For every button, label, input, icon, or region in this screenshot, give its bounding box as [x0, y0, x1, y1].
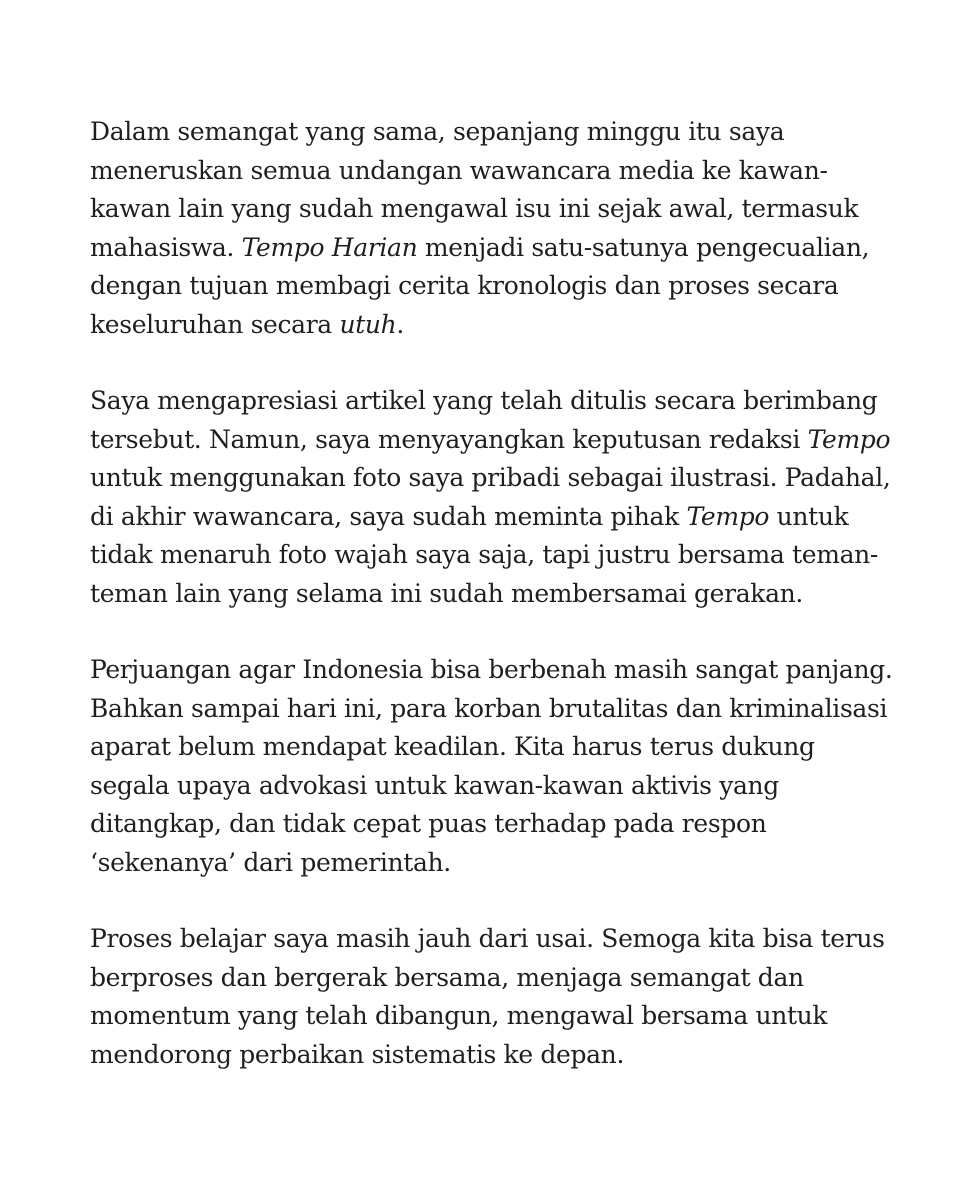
- italic-text: Tempo: [807, 424, 891, 454]
- text-line: [90, 113, 880, 152]
- text-run: meneruskan semua undangan wawancara media ke kawan-: [90, 155, 828, 185]
- text-run: aparat belum mendapat keadilan. Kita harus terus dukung: [90, 732, 815, 761]
- text-run: mahasiswa.: [90, 232, 242, 262]
- text-run: keseluruhan secara: [90, 309, 340, 339]
- text-run: .: [396, 309, 405, 339]
- text-run: Proses belajar saya masih jauh dari usai. Semoga kita bisa terus: [90, 924, 885, 953]
- text-line: [90, 152, 880, 191]
- text-run: Saya mengapresiasi artikel yang telah ditulis secara berimbang: [90, 386, 878, 415]
- text-line: [90, 728, 880, 767]
- italic-text: Tempo Harian: [241, 232, 418, 262]
- text-line: [90, 306, 880, 345]
- text-line: [90, 767, 880, 806]
- text-run: ditangkap, dan tidak cepat puas terhadap pada respon: [90, 809, 767, 838]
- paragraph-4: [90, 920, 885, 1074]
- text-line: [90, 651, 893, 690]
- italic-text: utuh: [339, 309, 397, 339]
- text-line: [90, 959, 880, 998]
- text-run: dengan tujuan membagi cerita kronologis dan proses secara: [90, 271, 839, 300]
- text-line: [90, 421, 891, 460]
- paragraph-2: [90, 382, 891, 613]
- italic-text: Tempo: [686, 501, 770, 531]
- text-line: [90, 190, 880, 229]
- paragraph-3: [90, 651, 893, 882]
- text-run: tidak menaruh foto wajah saya saja, tapi justru bersama teman-: [90, 540, 878, 569]
- text-run: Dalam semangat yang sama, sepanjang minggu itu saya: [90, 117, 785, 146]
- text-run: berproses dan bergerak bersama, menjaga semangat dan: [90, 962, 804, 992]
- document-body: [90, 113, 893, 1074]
- text-run: Perjuangan agar Indonesia bisa berbenah masih sangat panjang.: [90, 655, 893, 684]
- text-line: [90, 844, 880, 883]
- text-run: segala upaya advokasi untuk kawan-kawan aktivis yang: [90, 770, 779, 800]
- text-run: menjadi satu-satunya pengecualian,: [417, 232, 870, 262]
- paragraph-1: [90, 113, 880, 344]
- text-line: [90, 229, 880, 268]
- text-line: [90, 267, 880, 306]
- text-run: Bahkan sampai hari ini, para korban brutalitas dan kriminalisasi: [90, 693, 888, 723]
- text-line: [90, 920, 885, 959]
- text-run: mendorong perbaikan sistematis ke depan.: [90, 1039, 625, 1069]
- text-line: [90, 536, 880, 575]
- text-run: kawan lain yang sudah mengawal isu ini sejak awal, termasuk: [90, 194, 859, 223]
- text-run: ‘sekenanya’ dari pemerintah.: [90, 847, 451, 877]
- text-line: [90, 498, 880, 537]
- text-run: di akhir wawancara, saya sudah meminta pihak: [90, 501, 687, 531]
- text-line: [90, 805, 880, 844]
- text-run: untuk: [769, 501, 849, 531]
- text-run: momentum yang telah dibangun, mengawal bersama untuk: [90, 1001, 828, 1030]
- text-run: teman lain yang selama ini sudah membersamai gerakan.: [90, 578, 803, 608]
- text-line: [90, 997, 880, 1036]
- text-line: [90, 382, 880, 421]
- text-line: [90, 690, 888, 729]
- text-line: [90, 459, 891, 498]
- text-run: untuk menggunakan foto saya pribadi sebagai ilustrasi. Padahal,: [90, 463, 891, 492]
- text-run: tersebut. Namun, saya menyayangkan keputusan redaksi: [90, 424, 808, 454]
- text-line: [90, 1036, 880, 1075]
- text-line: [90, 575, 880, 614]
